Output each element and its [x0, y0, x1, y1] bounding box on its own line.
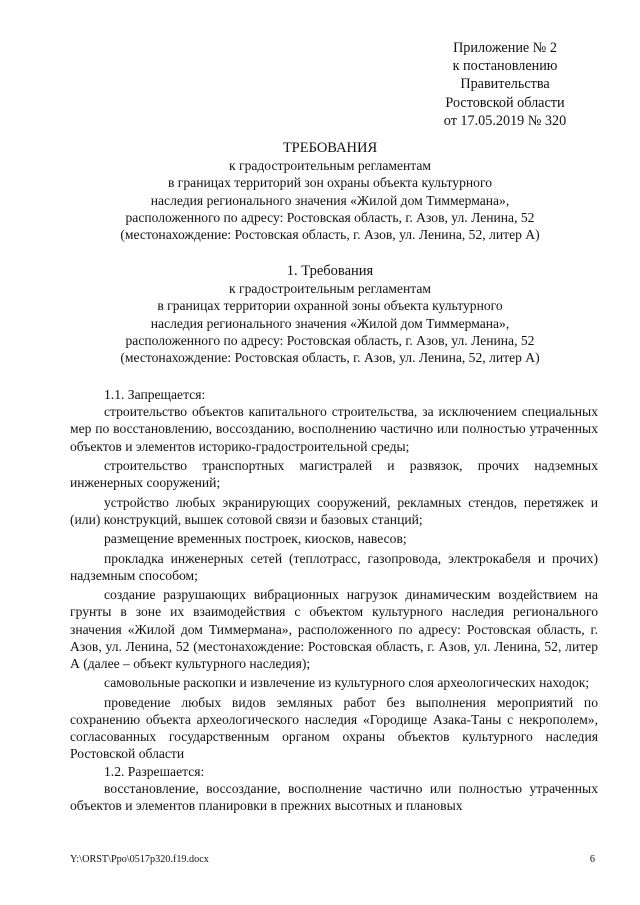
appendix-reference [420, 39, 590, 130]
title-line: наследия регионального значения «Жилой дом Тиммермана», [150, 192, 510, 208]
document-body [70, 386, 598, 814]
page-footer [70, 854, 595, 866]
permitted-item: восстановление, воссоздание, восполнение частично или полностью утраченных объектов и элементов планировки в прежних высотных и плановых [70, 780, 598, 813]
prohibited-item: самовольные раскопки и извлечение из культурного слоя археологических находок; [104, 675, 590, 691]
page-number: 6 [589, 854, 595, 865]
prohibited-item: проведение любых видов земляных работ без выполнения мероприятий по сохранению объекта археологического наследия «Городище Азака-Таны с некрополем», согласованных государственным органом охраны объектов культурного наследия Ростовской области [70, 694, 598, 762]
title-line: наследия регионального значения «Жилой дом Тиммермана», [150, 315, 510, 331]
appendix-line: Правительства [460, 76, 550, 93]
title-line: к градостроительным регламентам [228, 158, 432, 174]
section-1-heading: 1. Требования [286, 263, 374, 279]
requirements-heading: ТРЕБОВАНИЯ [282, 140, 378, 156]
appendix-line: к постановлению [452, 58, 558, 75]
permitted-heading: 1.2. Разрешается: [104, 763, 205, 779]
title-line: (местонахождение: Ростовская область, г. Азов, ул. Ленина, 52, литер А) [120, 227, 540, 243]
prohibited-item: строительство транспортных магистралей и развязок, прочих надземных инженерных сооружений; [70, 458, 598, 491]
prohibited-item: строительство объектов капитального строительства, за исключением специальных мер по восстановлению, воссозданию, восполнению частично или полностью утраченных объектов и элементов историко-градостроительной среды; [70, 404, 598, 454]
appendix-line: от 17.05.2019 № 320 [443, 112, 567, 129]
title-line: (местонахождение: Ростовская область, г. Азов, ул. Ленина, 52, литер А) [120, 350, 540, 366]
prohibited-item: создание разрушающих вибрационных нагрузок динамическим воздействием на грунты в зоне их взаимодействия с объектом культурного наследия регионального значения «Жилой дом Тиммермана», расположенного по адресу: Ростовская область, г. Азов, ул. Ленина, 52 (местонахождение: Ростовская область, г. Азов, ул. Ленина, 52, литер А (далее – объект культурного наследия); [70, 587, 598, 671]
appendix-line: Приложение № 2 [453, 40, 557, 56]
title-line: расположенного по адресу: Ростовская область, г. Азов, ул. Ленина, 52 [125, 209, 535, 225]
title-line: к градостроительным регламентам [228, 281, 432, 297]
prohibited-item: прокладка инженерных сетей (теплотрасс, газопровода, электрокабеля и прочих) надземным способом; [70, 550, 598, 583]
title-line: в границах территории охранной зоны объекта культурного [157, 298, 503, 314]
section-1-title [70, 263, 590, 366]
appendix-line: Ростовской области [445, 94, 565, 111]
requirements-title [70, 140, 590, 243]
prohibited-item: размещение временных построек, киосков, навесов; [104, 531, 407, 547]
title-line: в границах территорий зон охраны объекта культурного [167, 175, 492, 191]
prohibited-item: устройство любых экранирующих сооружений, рекламных стендов, перетяжек и (или) конструкций, вышек сотовой связи и базовых станций; [70, 494, 598, 527]
prohibited-heading: 1.1. Запрещается: [104, 387, 206, 402]
title-line: расположенного по адресу: Ростовская область, г. Азов, ул. Ленина, 52 [125, 332, 535, 348]
file-path: Y:\ORST\Ppo\0517p320.f19.docx [70, 854, 209, 865]
